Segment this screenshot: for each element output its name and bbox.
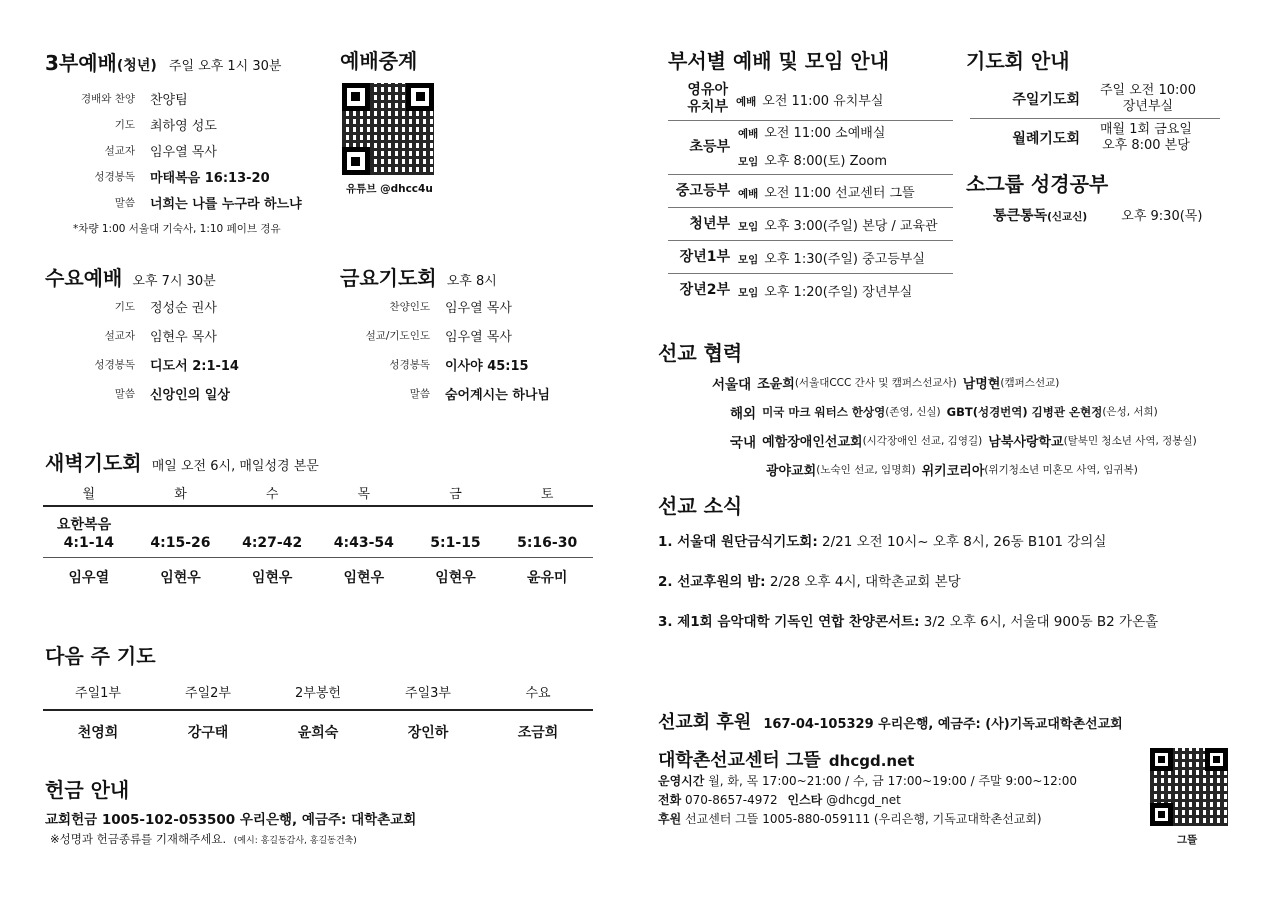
prayer-name: 월례기도회 (1012, 131, 1080, 147)
name-cell: 윤희숙 (297, 725, 339, 741)
dept-row (668, 121, 953, 175)
day-cell: 목 (357, 487, 371, 502)
dept-name: 영유아 유치부 (687, 82, 728, 115)
dept-tag: 예배 (738, 127, 759, 140)
dept-row (668, 274, 953, 306)
wed-title: 수요예배 (45, 266, 123, 290)
row-label: 기도 (114, 301, 135, 313)
mission-partner-detail: (탈북민 청소년 사역, 정봉실) (1063, 435, 1197, 447)
prayer-title: 기도회 안내 (966, 49, 1070, 73)
center-support-label: 후원 (658, 812, 682, 826)
row-value: 숨어계시는 하나님 (445, 388, 550, 403)
row-label: 말씀 (114, 388, 135, 400)
dept-text: 오전 11:00 소예배실 (764, 125, 886, 141)
leader-cell: 임현우 (251, 570, 293, 586)
mission-partner: 남명현 (962, 377, 1001, 392)
news-item (658, 570, 1258, 610)
mission-title: 선교 협력 (658, 341, 743, 365)
row-label: 설교/기도인도 (365, 330, 430, 342)
row-label: 기도 (114, 118, 135, 131)
worship3-time: 주일 오후 1시 30분 (168, 59, 282, 74)
offering-note-text: ※성명과 헌금종류를 기재해주세요. (50, 832, 227, 846)
leader-cell: 윤유미 (526, 570, 568, 586)
day-cell: 수 (265, 487, 279, 502)
dept-text: 오전 11:00 선교센터 그뜰 (764, 185, 915, 201)
center-phone-label: 전화 (658, 793, 682, 807)
row-label: 성경봉독 (389, 359, 430, 371)
dept-tag: 예배 (736, 95, 757, 108)
center-info (658, 772, 1077, 829)
row-value: 찬양팀 (150, 92, 188, 108)
nextweek-title: 다음 주 기도 (45, 644, 156, 668)
worship3-note: *차량 1:00 서울대 기숙사, 1:10 페이브 경유 (73, 223, 281, 235)
dept-text: 오후 1:20(주일) 장년부실 (764, 284, 913, 300)
dept-row (668, 208, 953, 241)
smallgroup-title: 소그룹 성경공부 (966, 172, 1109, 196)
dawn-passages-row (43, 535, 593, 551)
dept-text: 오후 8:00(토) Zoom (764, 153, 888, 169)
service-cell: 주일2부 (185, 686, 231, 701)
prayer-time1: 매월 1회 금요일 (1100, 122, 1192, 137)
dawn-time: 매일 오전 6시, 매일성경 본문 (151, 459, 319, 474)
mission-lines (700, 368, 1260, 484)
passage-cell: 5:16-30 (517, 535, 578, 551)
row-value: 정성순 권사 (150, 301, 217, 316)
center-title: 대학촌선교센터 그뜰 (658, 750, 821, 771)
row-label: 설교자 (104, 144, 135, 157)
offering-note-example: (예시: 홍길동감사, 홍길동건축) (233, 836, 357, 846)
leader-cell: 임우열 (68, 570, 110, 586)
day-cell: 화 (174, 487, 187, 502)
dawn-header (45, 447, 319, 476)
dawn-book: 요한복음 (57, 517, 112, 533)
row-label: 경배와 찬양 (80, 92, 135, 105)
divider (43, 709, 593, 711)
dept-name: 초등부 (689, 139, 730, 155)
dept-name: 중고등부 (675, 182, 730, 199)
mission-partner: 광야교회 (766, 464, 817, 479)
mission-line (700, 426, 1260, 455)
news-body: 2/21 오전 10시~ 오후 8시, 26동 B101 강의실 (822, 534, 1107, 550)
dept-tag: 모임 (738, 253, 759, 266)
news-head: 1. 서울대 원단금식기도회: (658, 534, 818, 550)
dept-text: 오후 1:30(주일) 중고등부실 (764, 251, 925, 267)
smallgroup-name: 통큰통독 (993, 208, 1048, 224)
mission-partner-detail: (은성, 서희) (1102, 406, 1158, 418)
smallgroup-name-suffix: (신교신) (1047, 211, 1088, 223)
mission-partner: 미국 마크 워터스 한상영 (762, 404, 886, 419)
mission-partner-detail: (캠퍼스선교) (1000, 377, 1060, 389)
dept-tag: 예배 (738, 187, 759, 200)
youtube-qr-icon[interactable] (342, 83, 434, 175)
nextweek-names-row (43, 722, 593, 742)
dept-name: 청년부 (689, 215, 730, 232)
name-cell: 장인하 (407, 725, 449, 741)
news-list (658, 530, 1258, 650)
mission-partner-detail: (존영, 신실) (885, 406, 941, 418)
service-cell: 주일3부 (405, 686, 451, 701)
fri-rows (340, 292, 600, 408)
row-value: 임우열 목사 (445, 301, 512, 316)
passage-cell: 4:1-14 (63, 535, 115, 551)
fri-header (340, 262, 497, 291)
mission-line (700, 397, 1260, 426)
prayer-table (970, 80, 1220, 157)
center-header (658, 746, 914, 772)
dawn-leaders-row (43, 567, 593, 587)
mission-partner: GBT(성경번역) 김병관 온현정 (946, 404, 1103, 419)
news-item (658, 610, 1258, 650)
offering-title: 헌금 안내 (45, 778, 130, 802)
mission-partner-detail: (위기청소년 미혼모 사역, 임귀복) (984, 464, 1138, 476)
mission-partner-detail: (노숙인 선교, 임명희) (816, 464, 916, 476)
depts-title: 부서별 예배 및 모임 안내 (668, 49, 890, 73)
service-cell: 수요 (525, 686, 551, 701)
mission-line (700, 455, 1260, 484)
row-value: 마태복음 16:13-20 (150, 170, 270, 186)
worship3-rows (45, 85, 335, 215)
news-title: 선교 소식 (658, 494, 743, 518)
nextweek-services-row (43, 682, 593, 701)
prayer-time2: 장년부실 (1122, 99, 1174, 114)
news-body: 3/2 오후 6시, 서울대 900동 B2 가온홀 (923, 614, 1159, 630)
broadcast-title: 예배중계 (340, 49, 418, 73)
mission-line (700, 368, 1260, 397)
smallgroup-row (993, 205, 1202, 225)
row-value: 임우열 목사 (445, 330, 512, 345)
prayer-row (970, 80, 1220, 119)
wed-header (45, 262, 216, 291)
dept-text: 오전 11:00 유치부실 (762, 93, 884, 109)
dept-text: 오후 3:00(주일) 본당 / 교육관 (764, 218, 938, 234)
dept-row (668, 241, 953, 274)
day-cell: 월 (82, 487, 96, 502)
row-label: 성경봉독 (94, 359, 135, 371)
center-hours: 월, 화, 목 17:00~21:00 / 수, 금 17:00~19:00 / 주말 9:00~12:00 (708, 774, 1078, 788)
center-insta-label: 인스타 (787, 793, 823, 807)
day-cell: 금 (449, 487, 462, 502)
prayer-time1: 주일 오전 10:00 (1100, 83, 1196, 98)
center-hours-label: 운영시간 (658, 774, 705, 788)
dept-row (668, 175, 953, 208)
name-cell: 강구태 (187, 725, 229, 741)
row-value: 임우열 목사 (150, 144, 217, 160)
mission-partner: 조윤희 (757, 377, 795, 392)
fri-time: 오후 8시 (446, 274, 497, 289)
depts-table (668, 78, 953, 306)
mission-region: 국내 (730, 434, 757, 451)
wed-time: 오후 7시 30분 (132, 274, 216, 289)
leader-cell: 임현우 (343, 570, 385, 586)
center-qr-icon[interactable] (1150, 748, 1228, 826)
dept-tag: 모임 (738, 155, 759, 168)
divider (43, 557, 593, 558)
row-value: 이사야 45:15 (445, 359, 529, 374)
wed-rows (45, 292, 335, 408)
smallgroup-time: 오후 9:30(목) (1121, 209, 1203, 224)
center-url[interactable]: dhcgd.net (828, 752, 915, 770)
news-head: 2. 선교후원의 밤: (658, 574, 766, 590)
support-title: 선교회 후원 (658, 712, 752, 733)
mission-partner-detail: (시각장애인 선교, 김영길) (862, 435, 983, 447)
support-text: 167-04-105329 우리은행, 예금주: (사)기독교대학촌선교회 (763, 717, 1123, 732)
center-qr-caption: 그뜰 (1177, 834, 1198, 846)
service-cell: 2부봉헌 (295, 686, 341, 701)
name-cell: 천영희 (77, 725, 119, 741)
news-body: 2/28 오후 4시, 대학촌교회 본당 (769, 574, 961, 590)
center-phone: 070-8657-4972 (685, 793, 778, 807)
dept-tag: 모임 (738, 286, 759, 299)
dept-name: 장년1부 (679, 248, 730, 265)
mission-partner-detail: (서울대CCC 간사 및 캠퍼스선교사) (794, 377, 957, 389)
dept-name: 장년2부 (679, 281, 730, 298)
news-head: 3. 제1회 음악대학 기독인 연합 찬양콘서트: (658, 614, 920, 630)
worship3-header (45, 47, 281, 76)
row-value: 너희는 나를 누구라 하느냐 (150, 196, 302, 212)
support-row (658, 708, 1123, 734)
center-support: 선교센터 그뜰 1005-880-059111 (우리은행, 기독교대학촌선교회) (685, 812, 1042, 826)
name-cell: 조금희 (517, 725, 559, 741)
mission-partner: 남북사랑학교 (988, 435, 1064, 450)
row-value: 임현우 목사 (150, 330, 217, 345)
row-value: 디도서 2:1-14 (150, 359, 239, 374)
mission-region: 해외 (730, 405, 757, 422)
passage-cell: 4:27-42 (242, 535, 303, 551)
service-cell: 주일1부 (75, 686, 121, 701)
dawn-title: 새벽기도회 (45, 451, 142, 475)
broadcast-caption: 유튜브 @dhcc4u (346, 183, 433, 195)
offering-account: 교회헌금 1005-102-053500 우리은행, 예금주: 대학촌교회 (45, 812, 417, 828)
news-item (658, 530, 1258, 570)
dept-row (668, 78, 953, 121)
prayer-row (970, 119, 1220, 157)
leader-cell: 임현우 (435, 570, 476, 586)
dept-tag: 모임 (738, 220, 759, 233)
center-insta: @dhcgd_net (826, 793, 901, 807)
row-label: 성경봉독 (94, 170, 135, 183)
prayer-name: 주일기도회 (1012, 92, 1080, 108)
fri-title: 금요기도회 (340, 266, 437, 290)
passage-cell: 4:43-54 (333, 535, 394, 551)
row-label: 말씀 (409, 388, 430, 400)
mission-partner: 예함장애인선교회 (762, 435, 863, 450)
row-label: 설교자 (104, 330, 135, 342)
mission-partner: 위키코리아 (921, 464, 985, 479)
passage-cell: 5:1-15 (430, 535, 481, 551)
row-label: 찬양인도 (389, 301, 430, 313)
offering-note (50, 831, 357, 847)
leader-cell: 임현우 (160, 570, 201, 586)
row-value: 최하영 성도 (150, 118, 217, 134)
row-label: 말씀 (114, 196, 135, 209)
row-value: 신앙인의 일상 (150, 388, 230, 403)
prayer-time2: 오후 8:00 본당 (1102, 138, 1190, 153)
worship3-title: 3부예배 (45, 51, 117, 75)
mission-region: 서울대 (712, 376, 752, 393)
dawn-days-row (43, 483, 593, 502)
divider (43, 505, 593, 507)
worship3-title-suffix: (청년) (116, 58, 157, 74)
day-cell: 토 (540, 487, 554, 502)
passage-cell: 4:15-26 (150, 535, 211, 551)
